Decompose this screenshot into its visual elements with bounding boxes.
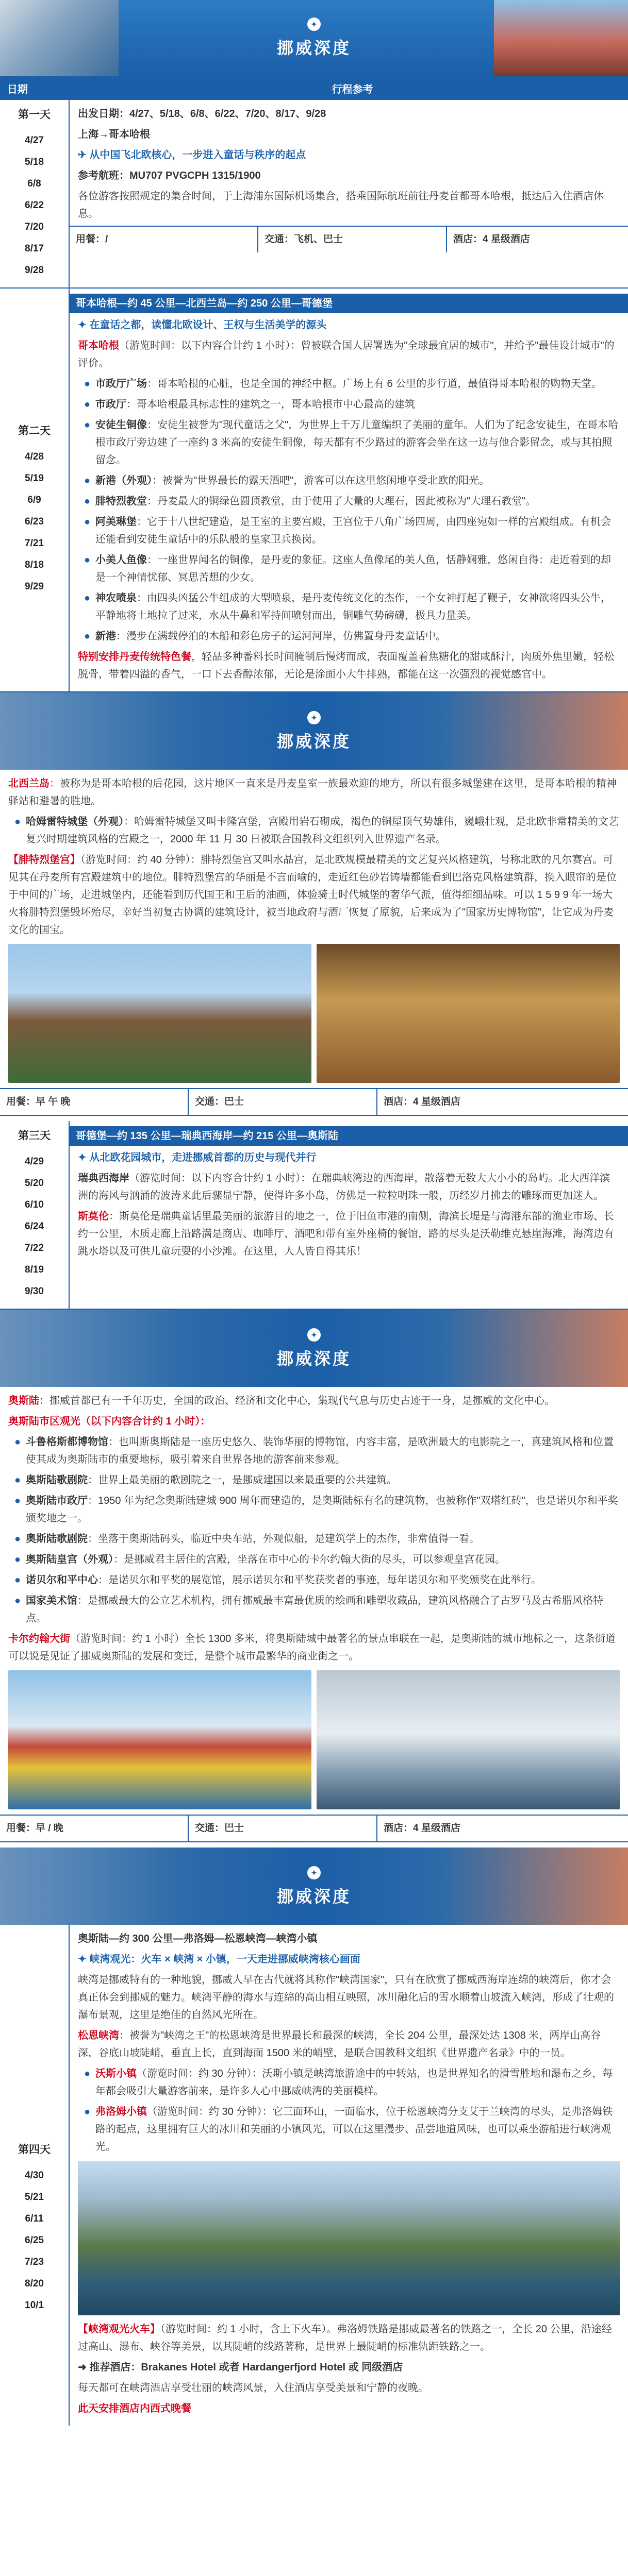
intro-text: （游览时间：以下内容合计约 1 小时）：曾被联合国人居署选为"全球最宜居的城市"，并给予"最佳设计城市"的评价。 (78, 340, 615, 369)
day-1-content (70, 100, 628, 287)
logo-icon: ✦ (307, 1328, 321, 1342)
item-name: 新港（外观） (95, 475, 152, 486)
day-4 (0, 1925, 628, 2426)
item-name: 哈姆雷特城堡（外观） (26, 816, 124, 827)
item-name: 斗鲁格斯都博物馆 (26, 1436, 108, 1448)
slogan-text: 从中国飞北欧核心，一步进入童话与秩序的起点 (89, 149, 306, 161)
route: 上海→哥本哈根 (78, 129, 150, 140)
sogn-label: 松恩峡湾 (78, 2030, 119, 2041)
list-item: ● 沃斯小镇（游览时间：约 30 分钟）：沃斯小镇是峡湾旅游途中的中转站，也是世界知名的滑雪胜地和瀑布之乡，每年都会吸引大量游客前来，是许多人心中挪威峡湾的美丽模样。 (84, 2068, 613, 2097)
date: 8/19 (25, 1264, 44, 1275)
coast-label: 瑞典西海岸 (78, 1173, 129, 1184)
photo-row (8, 1670, 620, 1809)
item-name: 安徒生铜像 (95, 419, 147, 431)
railway-text: （游览时间：约 1 小时，含上下火车）。弗洛姆铁路是挪威最著名的铁路之一，全长 20 公里，沿途经过高山、瀑布、峡谷等美景，以其陡峭的线路著称，是世界上最陡峭的标准轨距铁路之一。 (78, 2324, 612, 2352)
day-3 (0, 1121, 628, 1310)
beach-huts-photo (8, 1670, 311, 1809)
item-name: 奥斯陆市政厅 (26, 1495, 88, 1506)
item-name: 国家美术馆 (26, 1595, 77, 1606)
date: 6/11 (25, 2213, 44, 2224)
banner-title: 挪威深度 (276, 1887, 351, 1906)
route: 哥本哈根—约 45 公里—北西兰岛—约 250 公里—哥德堡 (70, 294, 628, 313)
date: 6/25 (25, 2235, 44, 2246)
date: 7/20 (25, 222, 44, 232)
date: 5/18 (25, 157, 44, 167)
transport: 交通：巴士 (189, 1816, 377, 1841)
item-text: 是挪威最大的公立艺术机构，拥有挪威最丰富最优质的绘画和雕塑收藏品，建筑风格融合了古罗马及古希腊风格特点。 (26, 1595, 603, 1624)
date: 6/22 (25, 200, 44, 211)
transport: 交通：巴士 (189, 1089, 377, 1115)
list-item: ● 神农喷泉：由四头凶猛公牛组成的大型喷泉，是丹麦传统文化的杰作，一个女神打起了鞭子，女神欲将四头公牛，平静地将土地拉了过来，水从牛鼻和军持间喷射而出，铜雕气势磅礴，极具力量美。 (84, 592, 611, 621)
list-item: ● 奥斯陆歌剧院：坐落于奥斯陆码头，临近中央车站，外观似船，是建筑学上的杰作，非常值得一看。 (14, 1533, 480, 1545)
hotel: 酒店：4 星级酒店 (453, 234, 530, 245)
fjord-photo (78, 2161, 620, 2315)
list-item: ● 阿美琳堡：它于十八世纪建造，是王室的主要宫殿，王宫位于八角广场四周，由四座宛如一样的宫殿组成。有机会还能看到安徒生童话中的乐队般的皇家卫兵换岗。 (84, 516, 611, 545)
area-text: ：被称为是哥本哈根的后花园，这片地区一直来是丹麦皇室一族最欢迎的地方，所以有很多城堡建在这里，是哥本哈根的精神驿站和避暑的胜地。 (8, 778, 617, 807)
table-header (0, 76, 628, 100)
section-banner (0, 692, 628, 770)
list-item: ● 市政厅：哥本哈根最具标志性的建筑之一，哥本哈根市中心最高的建筑 (84, 399, 415, 410)
item-name: 阿美琳堡 (95, 516, 137, 528)
item-text: （游览时间：约 40 分钟）：腓特烈堡宫又叫水晶宫，是北欧规模最精美的文艺复兴风格建筑，号称北欧的凡尔赛宫。可见其在丹麦所有宫殿建筑中的地位。腓特烈堡宫的华丽是不言而喻的，走近红色砂岩铸墙都能看到巴洛克风格建筑群，换入眼帘的是位于中间的广场，走进城堡内，还能看到历代国王和王后的油画，体验骑士时代城堡的奢华气派，值得细细品味。可以 1 5 9 9 年一场大火将腓特烈堡毁坏殆尽，幸好当初复古协调的建筑设计，被当地政府与酒厂恢复了原貌，后来成为了"国家历史博物馆"，让它成为丹麦文化的国宝。 (8, 854, 617, 936)
item-name: 奥斯陆歌剧院 (26, 1533, 88, 1545)
day-2 (0, 289, 628, 692)
item-text: 哥本哈根最具标志性的建筑之一，哥本哈根市中心最高的建筑 (137, 399, 415, 410)
date: 4/27 (25, 135, 44, 146)
street-label: 卡尔约翰大街 (8, 1633, 70, 1645)
railway-label: 【峡湾观光火车】 (78, 2324, 160, 2335)
item-text: ：哈姆雷特城堡又叫卡隆宫堡，宫殿用岩石砌成，褐色的铜屋顶气势雄伟，巍峨壮观，是北欧非常精美的文艺复兴时期建筑风格的宫殿之一，2000 年 11 月 30 日被联合国教科文组织列入世界遗产名录。 (26, 816, 619, 845)
header-date: 日期 (7, 83, 28, 95)
slogan: ✈ 从中国飞北欧核心，一步进入童话与秩序的起点 (78, 149, 306, 161)
attraction-list (78, 375, 620, 645)
route: 奥斯陆—约 300 公里—弗洛姆—松恩峡湾—峡湾小镇 (78, 1933, 318, 1944)
oslo-text: ：挪威首都已有一千年历史，全国的政治、经济和文化中心，集现代气息与历史古迹于一身，是挪威的文化中心。 (39, 1395, 555, 1406)
day-1-info (70, 226, 628, 252)
list-item: ● 哈姆雷特城堡（外观）：哈姆雷特城堡又叫卡隆宫堡，宫殿用岩石砌成，褐色的铜屋顶气势雄伟，巍峨壮观，是北欧非常精美的文艺复兴时期建筑风格的宫殿之一，2000 年 11 月 30 日被联合国教科文组织列入世界遗产名录。 (14, 816, 619, 845)
item-text: 一座世界闻名的铜像，是丹麦的象征。这座人鱼像尾的美人鱼，恬静娴雅，悠闲自得：走近看到的却是一个神情忧郁、冥思苦想的少女。 (95, 554, 611, 583)
item-text: 哥本哈根的心脏，也是全国的神经中枢。广场上有 6 公里的步行道，最值得哥本哈根的购物天堂。 (157, 378, 602, 389)
list-item: ● 奥斯陆市政厅：1950 年为纪念奥斯陆建城 900 周年而建造的，是奥斯陆标有名的建筑物，也被称作"双塔红砖"，也是诺贝尔和平奖颁奖地之一。 (14, 1495, 618, 1524)
item-text: 是挪威君主居住的宫殿，坐落在市中心的卡尔约翰大街的尽头，可以参观皇宫花园。 (124, 1554, 505, 1565)
day-3-dates (0, 1121, 70, 1309)
oslo-label: 奥斯陆 (8, 1395, 39, 1406)
date: 10/1 (25, 2300, 44, 2311)
list-item: ● 市政厅广场：哥本哈根的心脏，也是全国的神经中枢。广场上有 6 公里的步行道，最值得哥本哈根的购物天堂。 (84, 378, 602, 389)
coast-text: （游览时间：以下内容合计约 1 小时）：在瑞典峡湾边的西海岸，散落着无数大大小小的岛屿。北大西洋滨洲的海风与汹涌的波涛来此后骤显宁静，使得许多小岛，仿佛是一粒粒明珠一般，历经岁月拂去的雕琢而更加迷人。 (78, 1173, 610, 1201)
fjord-intro: 峡湾是挪威特有的一种地貌，挪威人早在古代就将其称作"峡湾国家"，只有在欣赏了挪威西海岸连绵的峡湾后，你才会真正体会到挪威的魅力。峡湾平静的海水与连绵的高山相互映照，冰川融化后的雪水顺着山坡流入峡湾，形成了壮观的瀑布景观，这里是绝佳的自然风光所在。 (78, 1974, 614, 2021)
list-item: ● 腓特烈教堂：丹麦最大的铜绿色圆顶教堂，由于使用了大量的大理石，因此被称为"大理石教堂"。 (84, 496, 536, 507)
hotel: 酒店：4 星级酒店 (384, 1823, 460, 1834)
transport: 交通：飞机、巴士 (258, 227, 447, 252)
day-2-info (0, 1088, 628, 1116)
list-item: ● 斗鲁格斯都博物馆：也叫斯奥斯陆是一座历史悠久、装饰华丽的博物馆，内容丰富，是欧洲最大的电影院之一，真建筑风格和位置使其成为奥斯陆市的重要地标，吸引着来自世界各地的游客前来参观。 (14, 1436, 614, 1465)
date: 5/20 (25, 1178, 44, 1189)
date: 6/24 (25, 1221, 44, 1232)
day-1 (0, 100, 628, 289)
list-item: ● 诺贝尔和平中心：是诺贝尔和平奖的展览馆，展示诺贝尔和平奖获奖者的事迹，每年诺贝尔和平奖颁奖在此举行。 (14, 1574, 541, 1586)
list-item: ● 新港：漫步在满载停泊的木船和彩色房子的运河河岸，仿佛置身丹麦童话中。 (84, 631, 446, 642)
item-name: 新港 (95, 631, 116, 642)
street-text: （游览时间：约 1 小时）全长 1300 多米，将奥斯陆城中最著名的景点串联在一起，是奥斯陆的城市地标之一，这条街道可以说是见证了挪威奥斯陆的发展和变迁，是整个城市最繁华的商业街之一。 (8, 1633, 616, 1662)
date: 7/22 (25, 1243, 44, 1253)
sogn-text: ：被誉为"峡湾之王"的松恩峡湾是世界最长和最深的峡湾，全长 204 公里，最深处达 1308 米，两岸山高谷深，谷底山坡陡峭，垂直上长，直到海面 1500 米的峭壁，是联合国教科文组织《世界遗产名录》中的一员。 (78, 2030, 601, 2059)
photo-row (78, 2161, 620, 2315)
item-text: 丹麦最大的铜绿色圆顶教堂，由于使用了大量的大理石，因此被称为"大理石教堂"。 (157, 496, 536, 507)
day-4-dates (0, 1925, 70, 2426)
day-2-dates (0, 289, 70, 691)
top-banner (0, 0, 628, 76)
special-meal-label: 特别安排丹麦传统特色餐 (78, 651, 191, 663)
hotel: 酒店：4 星级酒店 (384, 1096, 460, 1107)
castle-photo (8, 944, 311, 1083)
special-label: 斯莫伦 (78, 1211, 109, 1222)
hotel-rec-text: 推荐酒店：Brakanes Hotel 或者 Hardangerfjord Hotel 或 同级酒店 (89, 2362, 403, 2373)
list-item: ● 国家美术馆：是挪威最大的公立艺术机构，拥有挪威最丰富最优质的绘画和雕塑收藏品，建筑风格融合了古罗马及古希腊风格特点。 (14, 1595, 603, 1624)
day-3-info (0, 1815, 628, 1842)
logo-icon: ✦ (307, 18, 321, 31)
end-note: 此天安排酒店内西式晚餐 (78, 2403, 191, 2414)
item-name: 弗洛姆小镇 (95, 2106, 147, 2117)
list-item: ● 奥斯陆皇宫（外观）：是挪威君主居住的宫殿，坐落在市中心的卡尔约翰大街的尽头，可以参观皇宫花园。 (14, 1554, 505, 1565)
item-text: （游览时间：约 30 分钟）：沃斯小镇是峡湾旅游途中的中转站，也是世界知名的滑雪胜地和瀑布之乡，每年都会吸引大量游客前来，是许多人心中挪威峡湾的美丽模样。 (95, 2068, 613, 2097)
header-itinerary: 行程参考 (332, 83, 373, 95)
meal: 用餐：早 / 晚 (0, 1816, 189, 1841)
day-2-continued (0, 770, 628, 1121)
slogan: ✦ 在童话之都，读懂北欧设计、王权与生活美学的源头 (78, 319, 327, 331)
date: 6/9 (27, 495, 41, 505)
date: 6/10 (25, 1199, 44, 1210)
item-name: 神农喷泉 (95, 592, 137, 604)
item-name: 腓特烈教堂 (95, 496, 147, 507)
date: 9/28 (25, 265, 44, 276)
day-desc: 各位游客按照规定的集合时间，于上海浦东国际机场集合，搭乘国际航班前往丹麦首都哥本哈根，抵达后入住酒店休息。 (78, 191, 604, 219)
date: 9/29 (25, 581, 44, 592)
item-name: 沃斯小镇 (95, 2068, 137, 2079)
item-name: 奥斯陆皇宫（外观） (26, 1554, 113, 1565)
flight-info: 参考航班：MU707 PVGCPH 1315/1900 (78, 170, 261, 181)
banner-title: 挪威深度 (276, 732, 351, 751)
logo-icon: ✦ (307, 711, 321, 724)
date: 5/21 (25, 2192, 44, 2202)
slogan: ✦ 峡湾观光：火车 × 峡湾 × 小镇，一天走进挪威峡湾核心画面 (78, 1954, 360, 1965)
area-label: 北西兰岛 (8, 778, 49, 789)
date: 8/17 (25, 243, 44, 254)
item-text: 由四头凶猛公牛组成的大型喷泉，是丹麦传统文化的杰作，一个女神打起了鞭子，女神欲将四头公牛，平静地将土地拉了过来，水从牛鼻和军持间喷射而出，铜雕气势磅礴，极具力量美。 (95, 592, 611, 621)
item-text: 1950 年为纪念奥斯陆建城 900 周年而建造的，是奥斯陆标有名的建筑物，也被称作"双塔红砖"，也是诺贝尔和平奖颁奖地之一。 (26, 1495, 618, 1524)
date: 7/21 (25, 538, 44, 549)
slogan-text: 峡湾观光：火车 × 峡湾 × 小镇，一天走进挪威峡湾核心画面 (89, 1954, 360, 1965)
list-item: ● 弗洛姆小镇（游览时间：约 30 分钟）：它三面环山，一面临水，位于松恩峡湾分支艾于兰峡湾的尽头，是弗洛姆铁路的起点，这里拥有巨大的冰川和美丽的小镇风光，可以在这里漫步、品尝地道风味，也可以乘坐游船进行峡湾观光。 (84, 2106, 613, 2153)
slogan-text: 在童话之都，读懂北欧设计、王权与生活美学的源头 (89, 319, 327, 331)
special-meal-text: ，轻品多种番料长时间腌制后慢烤而成，表面覆盖着焦糖化的甜咸酥汁，肉质外焦里嫩，轻松脱骨，带着四溢的香气，一口下去香醇浓郁，无论是涂面小大牛排熟，都能在这一次强烈的视觉感官中。 (78, 651, 614, 680)
item-text: 它于十八世纪建造，是王室的主要宫殿，王宫位于八角广场四周，由四座宛如一样的宫殿组成。有机会还能看到安徒生童话中的乐队般的皇家卫兵换岗。 (95, 516, 611, 545)
date: 6/8 (27, 178, 41, 189)
section-banner (0, 1310, 628, 1387)
item-text: 也叫斯奥斯陆是一座历史悠久、装饰华丽的博物馆，内容丰富，是欧洲最大的电影院之一，真建筑风格和位置使其成为奥斯陆市的重要地标，吸引着来自世界各地的游客前来参观。 (26, 1436, 614, 1465)
hotel-note: 每天都可在峡湾酒店享受壮丽的峡湾风景，入住酒店享受美景和宁静的夜晚。 (78, 2382, 428, 2394)
item-name: 奥斯陆歌剧院 (26, 1475, 88, 1486)
date: 9/30 (25, 1286, 44, 1297)
section-banner (0, 1848, 628, 1925)
hotel-rec: ➜ 推荐酒店：Brakanes Hotel 或者 Hardangerfjord Hotel 或 同级酒店 (78, 2362, 403, 2373)
date: 8/18 (25, 560, 44, 570)
oslo-sub: 奥斯陆市区观光（以下内容合计约 1 小时）： (8, 1416, 211, 1427)
day-name: 第二天 (18, 425, 51, 437)
route: 哥德堡—约 135 公里—瑞典西海岸—约 215 公里—奥斯陆 (70, 1126, 628, 1146)
meal: 用餐：/ (70, 227, 258, 252)
day-name: 第三天 (18, 1130, 51, 1142)
day-2-content (70, 289, 628, 691)
list-item: ● 新港（外观）：被誉为"世界最长的露天酒吧"，游客可以在这里悠闲地享受北欧的阳光。 (84, 475, 490, 486)
item-name: 市政厅广场 (95, 378, 147, 389)
list-item: ● 奥斯陆歌剧院：世界上最美丽的歌剧院之一，是挪威建国以来最重要的公共建筑。 (14, 1475, 397, 1486)
date: 5/19 (25, 473, 44, 484)
day-1-dates (0, 100, 70, 287)
day-3-continued (0, 1387, 628, 1848)
meal: 用餐：早 午 晚 (0, 1089, 189, 1115)
special-text: ：斯莫伦是瑞典童话里最美丽的旅游目的地之一，位于旧鱼市港的南侧，海滨长堤是与海港东部的渔业市场、长约一公里，木质走廊上沿路满是商店、咖啡厅、酒吧和带有室外座椅的餐馆，路的尽头是沃勒维克悬崖海滩，海湾边有跳水塔以及可供儿童玩耍的小沙滩。在这里，人人皆自得其乐！ (78, 1211, 614, 1257)
banner-title: 挪威深度 (276, 1349, 351, 1368)
logo-icon: ✦ (307, 1866, 321, 1879)
date: 7/23 (25, 2257, 44, 2267)
day-3-content (70, 1121, 628, 1309)
day-4-content (70, 1925, 628, 2426)
date: 4/30 (25, 2170, 44, 2181)
day-name: 第四天 (18, 2144, 51, 2156)
date: 6/23 (25, 516, 44, 527)
slogan: ✦ 从北欧花园城市，走进挪威首都的历史与现代并行 (78, 1152, 317, 1163)
list-item: ● 小美人鱼像：一座世界闻名的铜像，是丹麦的象征。这座人鱼像尾的美人鱼，恬静娴雅，悠闲自得：走近看到的却是一个神情忧郁、冥思苦想的少女。 (84, 554, 611, 583)
date: 4/29 (25, 1156, 44, 1167)
intro-label: 哥本哈根 (78, 340, 119, 351)
item-text: 是诺贝尔和平奖的展览馆，展示诺贝尔和平奖获奖者的事迹，每年诺贝尔和平奖颁奖在此举行。 (108, 1574, 541, 1586)
opera-house-photo (317, 1670, 620, 1809)
slogan-text: 从北欧花园城市，走进挪威首都的历史与现代并行 (89, 1152, 317, 1163)
item-name: 【腓特烈堡宫】 (8, 854, 80, 866)
item-text: 世界上最美丽的歌剧院之一，是挪威建国以来最重要的公共建筑。 (98, 1475, 397, 1486)
banner-title: 挪威深度 (276, 39, 351, 57)
item-text: 被誉为"世界最长的露天酒吧"，游客可以在这里悠闲地享受北欧的阳光。 (162, 475, 490, 486)
item-text: （游览时间：约 30 分钟）：它三面环山，一面临水，位于松恩峡湾分支艾于兰峡湾的尽头，是弗洛姆铁路的起点，这里拥有巨大的冰川和美丽的小镇风光，可以在这里漫步、品尝地道风味，也可以乘坐游船进行峡湾观光。 (95, 2106, 613, 2153)
item-name: 市政厅 (95, 399, 126, 410)
list-item: ● 安徒生铜像：安徒生被誉为"现代童话之父"，为世界上千万儿童编织了美丽的童年。人们为了纪念安徒生，在哥本哈根市政厅旁边建了一座约 3 米高的安徒生铜像，每天都有不少路过的游客会坐在这一边与他合影留念，或与其拍照留念。 (84, 419, 619, 466)
item-name: 小美人鱼像 (95, 554, 147, 566)
date: 4/28 (25, 451, 44, 462)
photo-row (8, 944, 620, 1083)
date: 8/20 (25, 2278, 44, 2289)
item-text: 安徒生被誉为"现代童话之父"，为世界上千万儿童编织了美丽的童年。人们为了纪念安徒生，在哥本哈根市政厅旁边建了一座约 3 米高的安徒生铜像，每天都有不少路过的游客会坐在这一边与他合影留念，或与其拍照留念。 (95, 419, 619, 466)
chapel-photo (317, 944, 620, 1083)
day-name: 第一天 (18, 109, 51, 121)
item-name: 诺贝尔和平中心 (26, 1574, 98, 1586)
item-text: 漫步在满载停泊的木船和彩色房子的运河河岸，仿佛置身丹麦童话中。 (126, 631, 446, 642)
depart-dates: 出发日期：4/27、5/18、6/8、6/22、7/20、8/17、9/28 (78, 108, 326, 120)
item-text: 坐落于奥斯陆码头，临近中央车站，外观似船，是建筑学上的杰作，非常值得一看。 (98, 1533, 480, 1545)
